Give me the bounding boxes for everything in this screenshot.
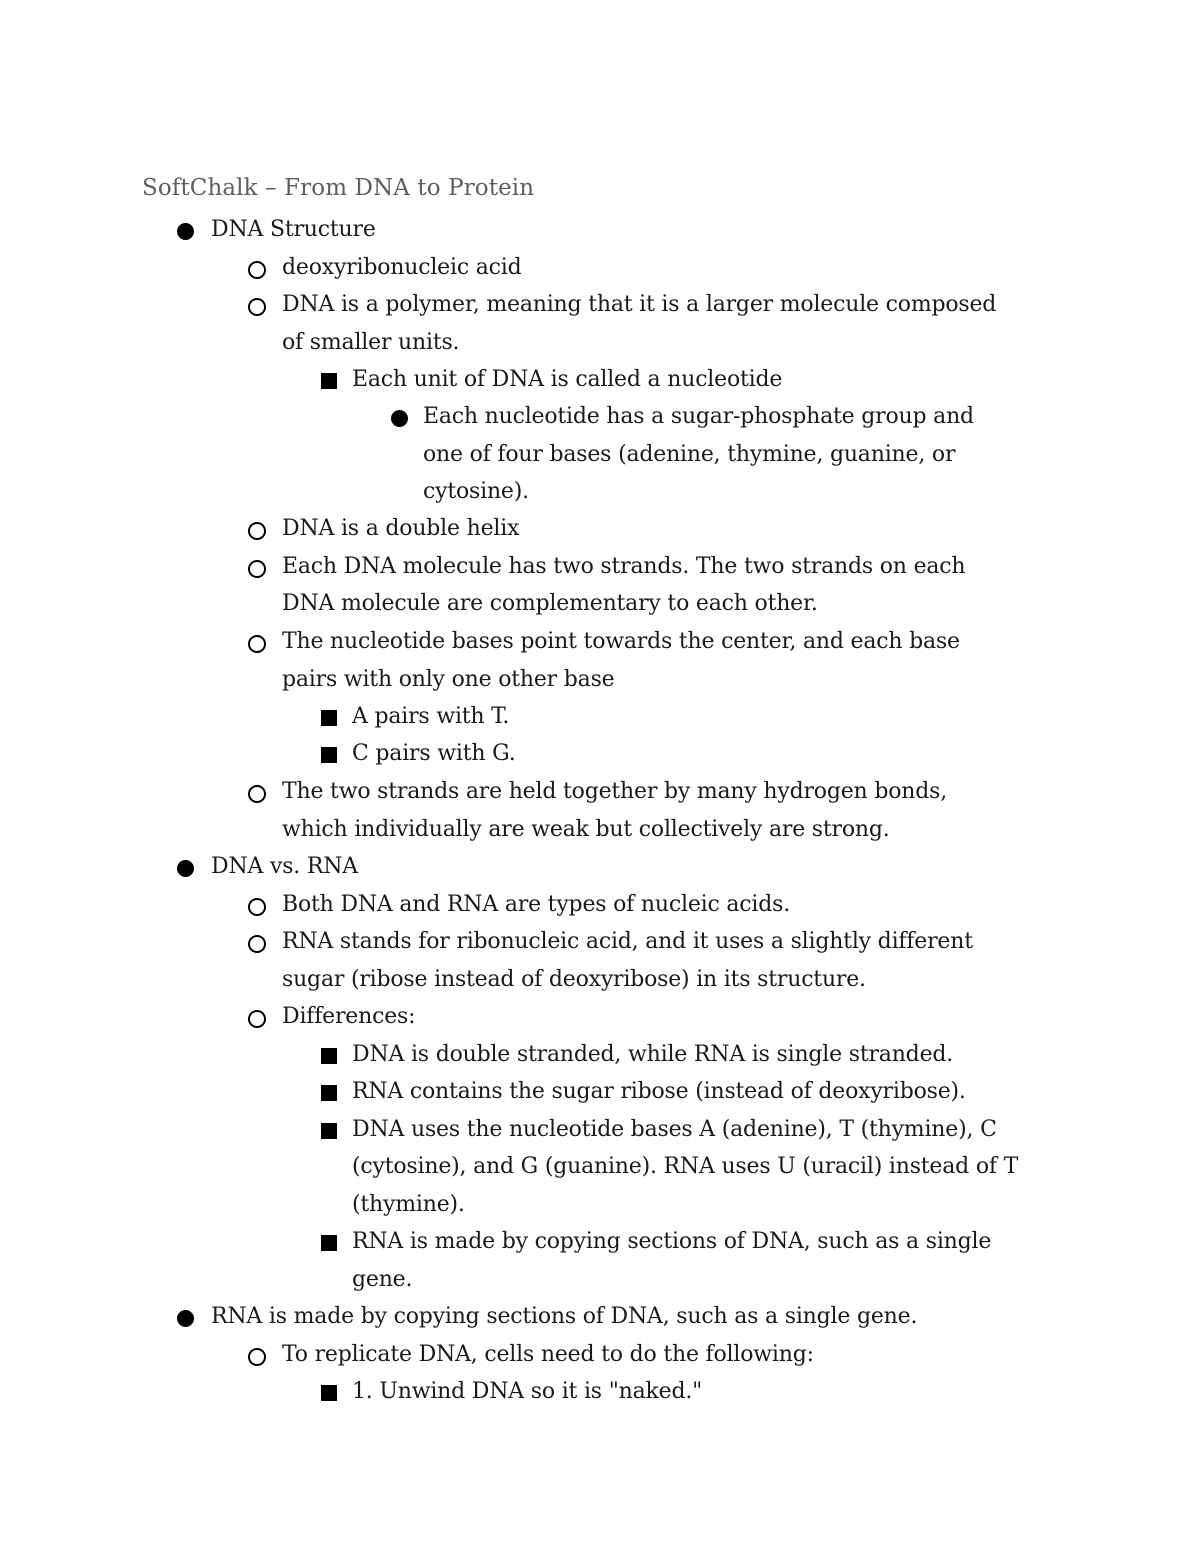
list-item-continuation: gene. <box>352 1267 413 1292</box>
list-item-continuation: one of four bases (adenine, thymine, guanine, or <box>423 442 956 467</box>
bullet-disc-icon <box>177 860 194 877</box>
list-item: Each DNA molecule has two strands. The two strands on each <box>282 554 966 579</box>
section-heading-dna-vs-rna: DNA vs. RNA <box>211 854 358 879</box>
list-item-continuation: which individually are weak but collectively are strong. <box>282 817 890 842</box>
bullet-square-icon <box>321 373 337 389</box>
list-item: Differences: <box>282 1004 416 1029</box>
list-item: To replicate DNA, cells need to do the following: <box>282 1342 814 1367</box>
bullet-circle-icon <box>248 935 266 953</box>
list-item: RNA stands for ribonucleic acid, and it uses a slightly different <box>282 929 973 954</box>
list-item: A pairs with T. <box>352 704 510 729</box>
bullet-circle-icon <box>248 522 266 540</box>
list-item: Each nucleotide has a sugar-phosphate group and <box>423 404 974 429</box>
list-item: RNA contains the sugar ribose (instead of deoxyribose). <box>352 1079 966 1104</box>
bullet-square-icon <box>321 1085 337 1101</box>
bullet-circle-icon <box>248 635 266 653</box>
list-item-continuation: (thymine). <box>352 1192 465 1217</box>
list-item: DNA is a polymer, meaning that it is a larger molecule composed <box>282 292 997 317</box>
list-item: deoxyribonucleic acid <box>282 255 522 280</box>
bullet-square-icon <box>321 710 337 726</box>
list-item: DNA uses the nucleotide bases A (adenine), T (thymine), C <box>352 1117 997 1142</box>
bullet-disc-icon <box>177 1310 194 1327</box>
list-item: Each unit of DNA is called a nucleotide <box>352 367 783 392</box>
bullet-circle-icon <box>248 898 266 916</box>
list-item: DNA is a double helix <box>282 516 520 541</box>
list-item-continuation: cytosine). <box>423 479 529 504</box>
section-heading-dna-structure: DNA Structure <box>211 217 376 242</box>
bullet-circle-icon <box>248 261 266 279</box>
list-item: 1. Unwind DNA so it is "naked." <box>352 1379 703 1404</box>
list-item: DNA is double stranded, while RNA is single stranded. <box>352 1042 954 1067</box>
bullet-circle-icon <box>248 560 266 578</box>
document-title: SoftChalk – From DNA to Protein <box>142 175 535 201</box>
section-heading-rna-copying: RNA is made by copying sections of DNA, such as a single gene. <box>211 1304 918 1329</box>
list-item-continuation: (cytosine), and G (guanine). RNA uses U (uracil) instead of T <box>352 1154 1019 1179</box>
list-item-continuation: sugar (ribose instead of deoxyribose) in its structure. <box>282 967 866 992</box>
list-item-continuation: pairs with only one other base <box>282 667 615 692</box>
bullet-square-icon <box>321 1048 337 1064</box>
list-item: The two strands are held together by many hydrogen bonds, <box>282 779 947 804</box>
list-item-continuation: DNA molecule are complementary to each other. <box>282 591 818 616</box>
list-item: The nucleotide bases point towards the center, and each base <box>282 629 960 654</box>
bullet-square-icon <box>321 1385 337 1401</box>
list-item: C pairs with G. <box>352 741 516 766</box>
bullet-disc-icon <box>177 223 194 240</box>
bullet-square-icon <box>321 747 337 763</box>
bullet-disc-icon <box>391 410 408 427</box>
list-item: RNA is made by copying sections of DNA, such as a single <box>352 1229 992 1254</box>
bullet-circle-icon <box>248 785 266 803</box>
list-item: Both DNA and RNA are types of nucleic acids. <box>282 892 791 917</box>
bullet-square-icon <box>321 1123 337 1139</box>
bullet-circle-icon <box>248 298 266 316</box>
bullet-square-icon <box>321 1235 337 1251</box>
bullet-circle-icon <box>248 1348 266 1366</box>
list-item-continuation: of smaller units. <box>282 330 460 355</box>
bullet-circle-icon <box>248 1010 266 1028</box>
